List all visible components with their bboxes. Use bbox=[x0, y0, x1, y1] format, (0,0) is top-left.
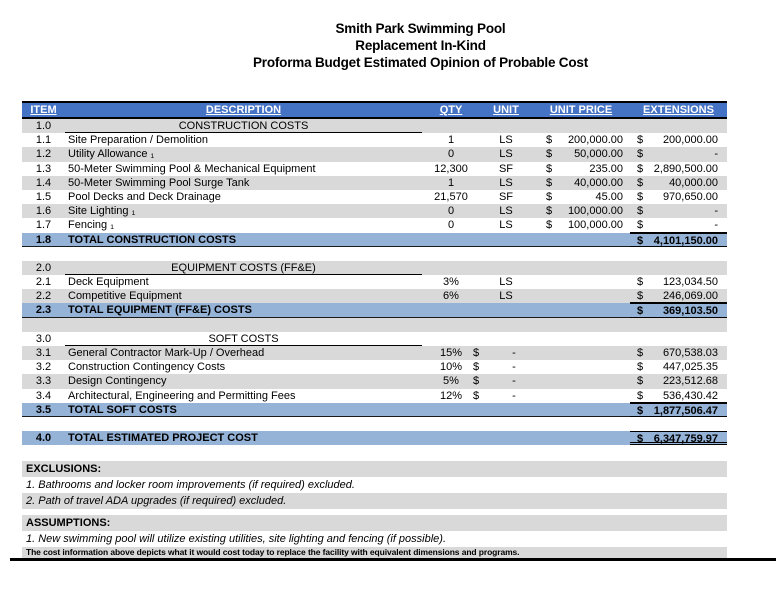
cell-extension bbox=[630, 389, 727, 403]
cell-extension bbox=[630, 162, 727, 176]
cell-description: SOFT COSTS bbox=[65, 332, 422, 346]
title-line-3: Proforma Budget Estimated Opinion of Probable Cost bbox=[252, 55, 589, 70]
cell-qty: 12% bbox=[439, 389, 463, 402]
cell-description bbox=[65, 318, 422, 332]
table-row-3.2 bbox=[22, 360, 727, 374]
cell-unit: SF bbox=[498, 162, 514, 175]
cell-extension bbox=[630, 119, 727, 133]
title-line-1: Smith Park Swimming Pool bbox=[335, 21, 506, 36]
cell-item-number: 2.1 bbox=[35, 276, 52, 289]
extension-value: 970,650.00 bbox=[662, 190, 718, 203]
cell-item-number: 3.4 bbox=[35, 389, 52, 402]
cell-item-number: 3.1 bbox=[35, 347, 52, 359]
dollar-sign: $ bbox=[637, 148, 644, 161]
cell-qty: 3% bbox=[443, 276, 459, 289]
cell-description: 50-Meter Swimming Pool & Mechanical Equipment bbox=[68, 162, 316, 175]
cell-description: General Contractor Mark-Up / Overhead bbox=[68, 347, 265, 359]
cell-unit-price bbox=[532, 162, 630, 176]
cell-unit-price bbox=[532, 119, 630, 133]
cell-description: EQUIPMENT COSTS (FF&E) bbox=[65, 261, 422, 275]
cell-extension bbox=[630, 289, 727, 303]
cell-qty bbox=[422, 332, 480, 346]
dollar-sign: $ bbox=[637, 176, 644, 189]
cell-unit-price bbox=[532, 147, 630, 161]
cell-unit: LS bbox=[499, 176, 513, 189]
dollar-sign: $ bbox=[637, 205, 644, 218]
table-row-1.8 bbox=[22, 233, 727, 247]
column-header-qty: QTY bbox=[439, 104, 463, 116]
cell-item-number: 1.6 bbox=[35, 205, 52, 218]
dollar-sign: $ bbox=[473, 361, 480, 374]
cell-unit-price bbox=[532, 176, 630, 190]
cell-extension bbox=[630, 190, 727, 204]
cell-qty: 0 bbox=[447, 219, 455, 232]
cell-item-number: 3.3 bbox=[35, 375, 52, 388]
table-row-1.5 bbox=[22, 190, 727, 204]
dollar-sign: $ bbox=[637, 276, 644, 289]
notes-line: 1. Bathrooms and locker room improvements (if required) excluded. bbox=[22, 477, 727, 493]
dollar-sign: $ bbox=[546, 190, 553, 203]
dollar-sign: $ bbox=[637, 389, 644, 402]
cell-unit: LS bbox=[499, 290, 513, 303]
dollar-sign: $ bbox=[546, 205, 553, 218]
column-header-item: ITEM bbox=[30, 104, 57, 116]
cell-unit bbox=[480, 332, 532, 346]
dollar-sign: $ bbox=[637, 134, 644, 147]
cell-description: Competitive Equipment bbox=[68, 290, 182, 303]
cell-unit bbox=[480, 247, 532, 261]
cell-extension bbox=[630, 247, 727, 261]
cell-item-number: 1.5 bbox=[35, 190, 52, 203]
dollar-sign: $ bbox=[637, 190, 644, 203]
cell-description bbox=[65, 247, 422, 261]
cell-unit-price bbox=[532, 233, 630, 247]
cell-extension bbox=[630, 403, 727, 417]
dollar-sign: $ bbox=[637, 219, 644, 232]
table-body bbox=[22, 119, 727, 445]
cell-qty bbox=[422, 119, 480, 133]
cell-unit-price bbox=[532, 374, 630, 388]
extension-value: - bbox=[714, 205, 718, 218]
cell-unit-price bbox=[532, 431, 630, 445]
cell-description: TOTAL CONSTRUCTION COSTS bbox=[68, 233, 237, 246]
cell-qty: 0 bbox=[447, 148, 455, 161]
table-row-1.1 bbox=[22, 133, 727, 147]
notes-line: 1. New swimming pool will utilize existing utilities, site lighting and fencing (if possible). bbox=[22, 531, 727, 547]
table-row-1.3 bbox=[22, 162, 727, 176]
dollar-sign: $ bbox=[473, 375, 480, 388]
cell-unit: LS bbox=[499, 134, 513, 147]
cell-description: TOTAL EQUIPMENT (FF&E) COSTS bbox=[68, 304, 252, 317]
dollar-sign: $ bbox=[637, 290, 644, 303]
cell-item-number: 1.1 bbox=[35, 134, 52, 147]
notes-heading: ASSUMPTIONS: bbox=[22, 515, 727, 531]
cell-description: Utility Allowance ₁ bbox=[68, 148, 155, 161]
cell-qty: 5% bbox=[443, 375, 459, 388]
dash-value: - bbox=[512, 375, 516, 388]
column-header-description: DESCRIPTION bbox=[205, 104, 282, 116]
cell-unit bbox=[480, 261, 532, 275]
cell-extension bbox=[630, 346, 727, 360]
budget-table bbox=[22, 101, 727, 445]
cell-qty: 1 bbox=[447, 134, 455, 147]
dollar-sign: $ bbox=[637, 375, 644, 388]
table-row-1.4 bbox=[22, 176, 727, 190]
dollar-sign: $ bbox=[546, 134, 553, 147]
cell-description: Architectural, Engineering and Permitting Fees bbox=[68, 389, 296, 402]
cell-unit-price bbox=[532, 204, 630, 218]
document-title bbox=[57, 20, 783, 71]
notes-section bbox=[22, 461, 727, 558]
cell-extension bbox=[630, 261, 727, 275]
table-row-2.0 bbox=[22, 261, 727, 275]
cell-unit-price bbox=[532, 275, 630, 289]
table-row-3.5 bbox=[22, 403, 727, 417]
extension-value: 670,538.03 bbox=[662, 347, 718, 359]
cell-extension bbox=[630, 233, 727, 247]
cell-item-number: 1.8 bbox=[35, 233, 52, 246]
cell-unit bbox=[480, 431, 532, 445]
cell-unit bbox=[473, 374, 532, 388]
cell-description: Pool Decks and Deck Drainage bbox=[68, 190, 221, 203]
cell-qty: 21,570 bbox=[434, 190, 468, 203]
cell-extension bbox=[630, 431, 727, 445]
cell-extension bbox=[630, 218, 727, 232]
cell-unit bbox=[480, 119, 532, 133]
cell-unit-price bbox=[532, 303, 630, 317]
cell-extension bbox=[630, 176, 727, 190]
cell-unit-price bbox=[532, 218, 630, 232]
dollar-sign: $ bbox=[546, 219, 553, 232]
table-row-1.7 bbox=[22, 218, 727, 232]
bottom-rule bbox=[10, 558, 776, 561]
cell-extension bbox=[630, 374, 727, 388]
cell-item-number: 1.3 bbox=[35, 162, 52, 175]
cell-unit bbox=[480, 417, 532, 431]
cell-unit: LS bbox=[499, 276, 513, 289]
dash-value: - bbox=[512, 361, 516, 374]
extension-value: 4,101,150.00 bbox=[653, 234, 718, 247]
dollar-sign: $ bbox=[473, 389, 480, 402]
cell-qty bbox=[422, 247, 480, 261]
cell-qty bbox=[422, 431, 480, 445]
cell-unit bbox=[473, 346, 532, 360]
cell-unit-price bbox=[532, 360, 630, 374]
cell-extension bbox=[630, 303, 727, 317]
cell-unit-price bbox=[532, 247, 630, 261]
cell-description: Fencing ₁ bbox=[68, 219, 114, 232]
extension-value: 200,000.00 bbox=[662, 134, 718, 147]
cell-extension bbox=[630, 147, 727, 161]
cell-extension bbox=[630, 360, 727, 374]
cell-unit: LS bbox=[499, 219, 513, 232]
cell-description: Site Preparation / Demolition bbox=[68, 134, 209, 147]
cell-unit bbox=[473, 360, 532, 374]
table-row-4.0 bbox=[22, 431, 727, 445]
notes-line: The cost information above depicts what it would cost today to replace the facility with equivalent dimensions and programs. bbox=[22, 547, 727, 558]
cell-description: Deck Equipment bbox=[68, 276, 149, 289]
cell-unit bbox=[480, 318, 532, 332]
extension-value: 1,877,506.47 bbox=[653, 404, 718, 417]
table-header-row bbox=[22, 101, 727, 119]
cell-extension bbox=[630, 275, 727, 289]
cell-item-number: 3.0 bbox=[35, 332, 52, 345]
cell-description: 50-Meter Swimming Pool Surge Tank bbox=[68, 176, 250, 189]
extension-value: 447,025.35 bbox=[662, 361, 718, 374]
extension-value: - bbox=[714, 219, 718, 232]
cell-extension bbox=[630, 417, 727, 431]
table-row-3.4 bbox=[22, 389, 727, 403]
unit-price-value: 235.00 bbox=[589, 162, 623, 175]
extension-value: - bbox=[714, 148, 718, 161]
dollar-sign: $ bbox=[546, 176, 553, 189]
cell-description: Construction Contingency Costs bbox=[68, 361, 226, 374]
column-header-unit-price: UNIT PRICE bbox=[549, 104, 613, 116]
table-row-1.6 bbox=[22, 204, 727, 218]
cell-qty bbox=[422, 417, 480, 431]
title-line-2: Replacement In-Kind bbox=[355, 38, 486, 53]
cell-qty: 6% bbox=[443, 290, 459, 303]
cell-description: Design Contingency bbox=[68, 375, 167, 388]
cell-description: TOTAL SOFT COSTS bbox=[68, 403, 177, 416]
cell-unit bbox=[473, 389, 532, 403]
cell-qty: 0 bbox=[447, 205, 455, 218]
extension-value: 123,034.50 bbox=[662, 276, 718, 289]
cell-item-number: 2.2 bbox=[35, 290, 52, 303]
extension-value: 6,347,759.97 bbox=[653, 433, 718, 446]
cell-unit-price bbox=[532, 346, 630, 360]
cell-unit-price bbox=[532, 133, 630, 147]
cell-description: CONSTRUCTION COSTS bbox=[65, 119, 422, 133]
cell-qty bbox=[422, 403, 480, 417]
cell-item-number: 3.2 bbox=[35, 361, 52, 374]
extension-value: 40,000.00 bbox=[669, 176, 718, 189]
cell-item-number bbox=[22, 318, 65, 332]
column-header-extensions: EXTENSIONS bbox=[643, 104, 714, 116]
dollar-sign: $ bbox=[637, 404, 644, 417]
table-row-2.3 bbox=[22, 303, 727, 317]
dash-value: - bbox=[512, 389, 516, 402]
notes-line: 2. Path of travel ADA upgrades (if required) excluded. bbox=[22, 493, 727, 509]
spacer-row bbox=[22, 318, 727, 332]
cell-unit: SF bbox=[498, 190, 514, 203]
cell-item-number bbox=[22, 417, 65, 431]
extension-value: 2,890,500.00 bbox=[653, 162, 718, 175]
dollar-sign: $ bbox=[637, 234, 644, 247]
cell-item-number: 2.3 bbox=[35, 304, 52, 317]
cell-item-number: 1.2 bbox=[35, 148, 52, 161]
extension-value: 536,430.42 bbox=[662, 389, 718, 402]
cell-description: TOTAL ESTIMATED PROJECT COST bbox=[68, 432, 258, 445]
cell-item-number: 3.5 bbox=[35, 403, 52, 416]
cell-unit bbox=[480, 403, 532, 417]
cell-unit-price bbox=[532, 190, 630, 204]
unit-price-value: 40,000.00 bbox=[574, 176, 623, 189]
cell-description bbox=[65, 417, 422, 431]
dash-value: - bbox=[512, 347, 516, 359]
table-row-3.0 bbox=[22, 332, 727, 346]
table-row-2.1 bbox=[22, 275, 727, 289]
cell-qty bbox=[422, 303, 480, 317]
unit-price-value: 45.00 bbox=[595, 190, 623, 203]
column-header-unit: UNIT bbox=[493, 104, 519, 116]
unit-price-value: 200,000.00 bbox=[567, 134, 623, 147]
cell-unit: LS bbox=[499, 148, 513, 161]
cell-unit-price bbox=[532, 332, 630, 346]
unit-price-value: 100,000.00 bbox=[567, 205, 623, 218]
cell-unit-price bbox=[532, 261, 630, 275]
extension-value: 246,069.00 bbox=[662, 290, 718, 303]
cell-description: Site Lighting ₁ bbox=[68, 205, 136, 218]
dollar-sign: $ bbox=[637, 433, 644, 446]
dollar-sign: $ bbox=[473, 347, 480, 359]
cell-unit bbox=[480, 233, 532, 247]
cell-item-number: 1.7 bbox=[35, 219, 52, 232]
dollar-sign: $ bbox=[546, 148, 553, 161]
cell-qty: 15% bbox=[439, 347, 463, 359]
cell-extension bbox=[630, 133, 727, 147]
table-row-1.0 bbox=[22, 119, 727, 133]
unit-price-value: 50,000.00 bbox=[574, 148, 623, 161]
cell-qty bbox=[422, 261, 480, 275]
cell-unit-price bbox=[532, 318, 630, 332]
cell-qty: 10% bbox=[439, 361, 463, 374]
notes-heading: EXCLUSIONS: bbox=[22, 461, 727, 477]
cell-item-number: 4.0 bbox=[35, 432, 52, 445]
cell-unit-price bbox=[532, 289, 630, 303]
dollar-sign: $ bbox=[637, 361, 644, 374]
spacer-row bbox=[22, 247, 727, 261]
cell-item-number: 1.4 bbox=[35, 176, 52, 189]
dollar-sign: $ bbox=[637, 347, 644, 359]
cell-unit bbox=[480, 303, 532, 317]
cell-item-number: 1.0 bbox=[35, 120, 52, 132]
cell-qty bbox=[422, 233, 480, 247]
cell-extension bbox=[630, 318, 727, 332]
cell-item-number: 2.0 bbox=[35, 261, 52, 274]
table-row-2.2 bbox=[22, 289, 727, 303]
table-row-3.1 bbox=[22, 346, 727, 360]
dollar-sign: $ bbox=[637, 305, 644, 318]
cell-qty: 1 bbox=[447, 176, 455, 189]
dollar-sign: $ bbox=[546, 162, 553, 175]
dollar-sign: $ bbox=[637, 162, 644, 175]
cell-extension bbox=[630, 204, 727, 218]
cell-unit-price bbox=[532, 403, 630, 417]
cell-unit: LS bbox=[499, 205, 513, 218]
cell-unit-price bbox=[532, 389, 630, 403]
unit-price-value: 100,000.00 bbox=[567, 219, 623, 232]
cell-item-number bbox=[22, 247, 65, 261]
cell-extension bbox=[630, 332, 727, 346]
table-row-1.2 bbox=[22, 147, 727, 161]
cell-unit-price bbox=[532, 417, 630, 431]
extension-value: 369,103.50 bbox=[662, 305, 718, 318]
spacer-row bbox=[22, 417, 727, 431]
cell-qty: 12,300 bbox=[434, 162, 468, 175]
extension-value: 223,512.68 bbox=[662, 375, 718, 388]
cell-qty bbox=[422, 318, 480, 332]
table-row-3.3 bbox=[22, 374, 727, 388]
